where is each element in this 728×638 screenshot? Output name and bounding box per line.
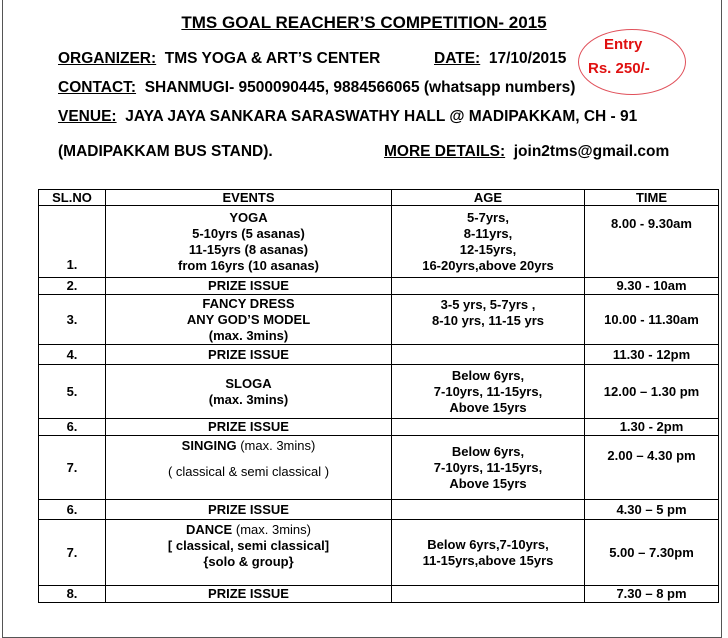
age-cell (392, 500, 585, 520)
more-details-line (384, 143, 669, 161)
sl-cell: 7. (39, 520, 106, 586)
column-header-age: AGE (392, 190, 585, 206)
venue-line (58, 108, 637, 126)
event-cell (106, 520, 392, 586)
event-cell: PRIZE ISSUE (106, 419, 392, 436)
age-cell (392, 419, 585, 436)
contact-value: SHANMUGI- 9500090445, 9884566065 (144, 79, 420, 96)
sl-cell: 2. (39, 278, 106, 295)
time-cell: 9.30 - 10am (585, 278, 719, 295)
event-title: DANCE (186, 522, 233, 537)
event-cell: PRIZE ISSUE (106, 500, 392, 520)
sl-cell: 5. (39, 365, 106, 419)
sl-cell: 8. (39, 586, 106, 603)
table-row (39, 295, 719, 345)
age-cell (392, 586, 585, 603)
table-row (39, 500, 719, 520)
table-row (39, 586, 719, 603)
contact-note: (whatsapp numbers) (423, 79, 576, 96)
date-value: 17/10/2015 (488, 50, 567, 67)
page-title: TMS GOAL REACHER’S COMPETITION- 2015 (181, 13, 547, 32)
event-subtitle: ( classical & semi classical ) (167, 464, 330, 479)
age-cell: Below 6yrs, 7-10yrs, 11-15yrs, Above 15yrs (392, 436, 585, 500)
age-cell: 5-7yrs, 8-11yrs, 12-15yrs, 16-20yrs,above 20yrs (392, 206, 585, 278)
time-cell: 12.00 – 1.30 pm (585, 365, 719, 419)
table-row (39, 419, 719, 436)
event-cell: SLOGA (max. 3mins) (106, 365, 392, 419)
table-row (39, 345, 719, 365)
time-cell: 5.00 – 7.30pm (585, 520, 719, 586)
schedule-table (38, 189, 719, 603)
event-cell (106, 436, 392, 500)
time-cell: 2.00 – 4.30 pm (585, 436, 719, 500)
age-cell (392, 278, 585, 295)
table-row (39, 436, 719, 500)
column-header-events: EVENTS (106, 190, 392, 206)
contact-label: CONTACT: (58, 79, 137, 96)
event-cell: PRIZE ISSUE (106, 586, 392, 603)
date-line (434, 50, 566, 68)
time-cell: 8.00 - 9.30am (585, 206, 719, 278)
venue-value: JAYA JAYA SANKARA SARASWATHY HALL @ MADIPAKKAM, CH - 91 (125, 108, 638, 125)
table-row (39, 365, 719, 419)
age-cell: 3-5 yrs, 5-7yrs , 8-10 yrs, 11-15 yrs (392, 295, 585, 345)
column-header-time: TIME (585, 190, 719, 206)
column-header-sl: SL.NO (39, 190, 106, 206)
event-cell: PRIZE ISSUE (106, 345, 392, 365)
time-cell: 7.30 – 8 pm (585, 586, 719, 603)
time-cell: 10.00 - 11.30am (585, 295, 719, 345)
sl-cell: 6. (39, 500, 106, 520)
time-cell: 1.30 - 2pm (585, 419, 719, 436)
event-subtitle: [ classical, semi classical] {solo & group} (167, 538, 330, 569)
venue-label: VENUE: (58, 108, 117, 125)
entry-label: Entry (604, 36, 643, 53)
table-row (39, 520, 719, 586)
sl-cell: 3. (39, 295, 106, 345)
contact-line (58, 79, 575, 97)
table-header-row (39, 190, 719, 206)
sl-cell: 4. (39, 345, 106, 365)
age-cell: Below 6yrs, 7-10yrs, 11-15yrs, Above 15yrs (392, 365, 585, 419)
entry-fee: Rs. 250/- (588, 60, 650, 77)
sl-cell: 1. (39, 206, 106, 278)
venue-note: (MADIPAKKAM BUS STAND). (58, 143, 273, 160)
event-cell: FANCY DRESS ANY GOD’S MODEL (max. 3mins) (106, 295, 392, 345)
age-cell (392, 345, 585, 365)
organizer-line (58, 50, 380, 68)
age-cell: Below 6yrs,7-10yrs, 11-15yrs,above 15yrs (392, 520, 585, 586)
event-cell: PRIZE ISSUE (106, 278, 392, 295)
organizer-value: TMS YOGA & ART’S CENTER (164, 50, 381, 67)
time-cell: 11.30 - 12pm (585, 345, 719, 365)
event-note: (max. 3mins) (240, 438, 316, 453)
sl-cell: 7. (39, 436, 106, 500)
event-cell: YOGA 5-10yrs (5 asanas) 11-15yrs (8 asanas) from 16yrs (10 asanas) (106, 206, 392, 278)
table-row (39, 278, 719, 295)
table-row (39, 206, 719, 278)
event-title: SINGING (181, 438, 237, 453)
more-details-label: MORE DETAILS: (384, 143, 506, 160)
email-value: join2tms@gmail.com (513, 143, 670, 160)
sl-cell: 6. (39, 419, 106, 436)
time-cell: 4.30 – 5 pm (585, 500, 719, 520)
organizer-label: ORGANIZER: (58, 50, 157, 67)
event-note: (max. 3mins) (235, 522, 311, 537)
date-label: DATE: (434, 50, 481, 67)
